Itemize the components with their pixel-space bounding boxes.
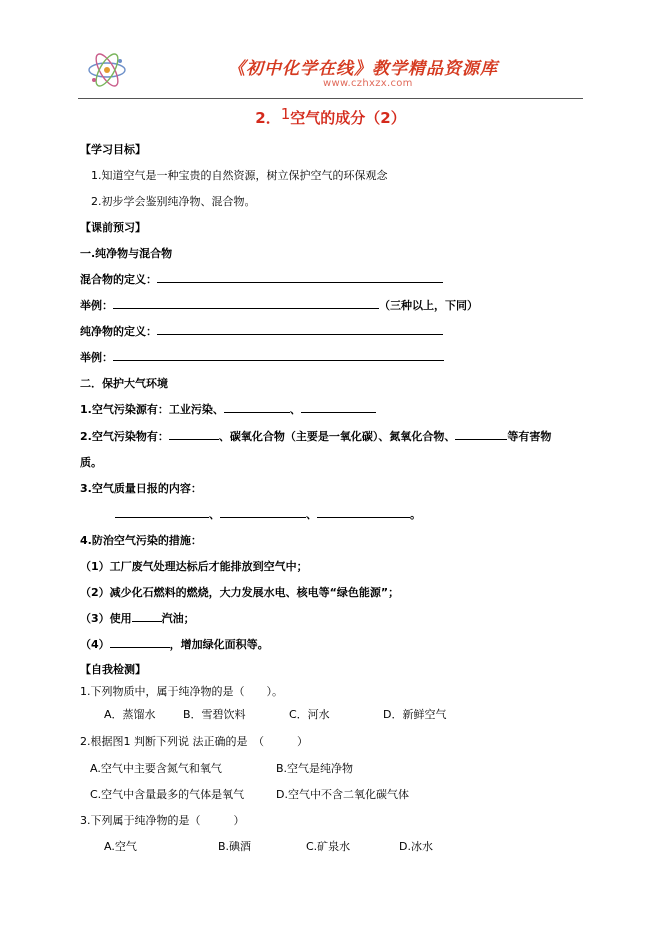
answer-blank[interactable] (113, 298, 379, 309)
header-divider (78, 98, 583, 99)
header-banner (78, 44, 583, 98)
end-text: 。 (410, 508, 421, 521)
measure-2: （2）减少化石燃料的燃烧，大力发展水电、核电等“绿色能源”； (80, 586, 400, 599)
answer-blank[interactable] (132, 611, 162, 622)
selfcheck-question-2: 2.根据图1 判断下列说 法正确的是 （ ） (80, 735, 308, 748)
question-prevention: 4.防治空气污染的措施： (80, 534, 202, 547)
selfcheck-heading: 【自我检测】 (80, 663, 146, 676)
answer-blank[interactable] (301, 402, 376, 413)
measure-1: （1）工厂废气处理达标后才能排放到空气中； (80, 560, 308, 573)
measure-3 (80, 610, 195, 626)
atom-logo-icon (84, 50, 130, 90)
title-main: 空气的成分（2） (290, 109, 406, 127)
question-pollution-sources (80, 401, 376, 417)
q3-option-a[interactable]: A.空气 (104, 840, 137, 853)
measure-4 (80, 636, 269, 652)
q2-option-d[interactable]: D.空气中不含二氧化碳气体 (276, 788, 409, 801)
q1-option-c[interactable]: C．河水 (289, 708, 330, 721)
separator-text: 、 (209, 508, 220, 521)
example-label: 举例： (80, 351, 113, 364)
answer-blank[interactable] (157, 324, 443, 335)
example-note: （三种以上，下同） (379, 299, 478, 312)
title-superscript: 1 (280, 105, 291, 123)
measure-text: （4） (80, 638, 110, 651)
q1-option-d[interactable]: D．新鲜空气 (383, 708, 447, 721)
q3-option-b[interactable]: B.碘酒 (218, 840, 252, 853)
answer-blank[interactable] (157, 272, 443, 283)
part1-title: 一.纯净物与混合物 (80, 247, 173, 260)
mixture-definition-line (80, 271, 443, 287)
question-text: 1.空气污染源有：工业污染、 (80, 403, 224, 416)
q3-option-c[interactable]: C.矿泉水 (306, 840, 351, 853)
goal-item-1: 1.知道空气是一种宝贵的自然资源，树立保护空气的环保观念 (91, 169, 388, 182)
banner-url: www.czhxzx.com (323, 78, 413, 89)
selfcheck-question-1: 1.下列物质中，属于纯净物的是（ ）。 (80, 685, 283, 698)
q2-option-b[interactable]: B.空气是纯净物 (276, 762, 354, 775)
answer-blank[interactable] (115, 507, 209, 518)
q3-option-d[interactable]: D.冰水 (399, 840, 433, 853)
air-quality-blanks (115, 506, 421, 522)
pure-definition-label: 纯净物的定义： (80, 325, 157, 338)
q1-option-b[interactable]: B．雪碧饮料 (183, 708, 246, 721)
q2-option-c[interactable]: C.空气中含量最多的气体是氧气 (90, 788, 245, 801)
q1-option-a[interactable]: A．蒸馏水 (104, 708, 156, 721)
measure-text: ，增加绿化面积等。 (169, 638, 269, 651)
question-text: 、碳氧化合物（主要是一氧化碳）、氮氧化合物、 (218, 430, 456, 443)
answer-blank[interactable] (113, 350, 444, 361)
banner-title: 《初中化学在线》教学精品资源库 (228, 59, 498, 79)
question-pollutants-end: 质。 (80, 456, 102, 469)
page-title (0, 107, 661, 128)
q2-option-a[interactable]: A.空气中主要含氮气和氧气 (90, 762, 222, 775)
answer-blank[interactable] (224, 402, 290, 413)
question-pollutants (80, 428, 551, 444)
example-label: 举例： (80, 299, 113, 312)
separator-text: 、 (306, 508, 317, 521)
mixture-definition-label: 混合物的定义： (80, 273, 157, 286)
answer-blank[interactable] (455, 429, 507, 440)
example-line-2 (80, 349, 444, 365)
measure-text: （3）使用 (80, 612, 132, 625)
answer-blank[interactable] (220, 507, 306, 518)
answer-blank[interactable] (110, 637, 170, 648)
title-prefix: 2． (255, 109, 281, 127)
question-text: 等有害物 (507, 430, 552, 443)
question-air-quality: 3.空气质量日报的内容： (80, 482, 202, 495)
answer-blank[interactable] (317, 507, 410, 518)
goal-item-2: 2.初步学会鉴别纯净物、混合物。 (91, 195, 256, 208)
preview-heading: 【课前预习】 (80, 221, 146, 234)
example-line-1 (80, 297, 478, 313)
measure-text: 汽油； (161, 612, 195, 625)
selfcheck-question-3: 3.下列属于纯净物的是（ ） (80, 814, 245, 827)
separator-text: 、 (289, 403, 301, 416)
question-text: 2.空气污染物有： (80, 430, 169, 443)
goals-heading: 【学习目标】 (80, 143, 146, 156)
answer-blank[interactable] (169, 429, 219, 440)
pure-definition-line (80, 323, 443, 339)
part2-title: 二．保护大气环境 (80, 377, 168, 390)
